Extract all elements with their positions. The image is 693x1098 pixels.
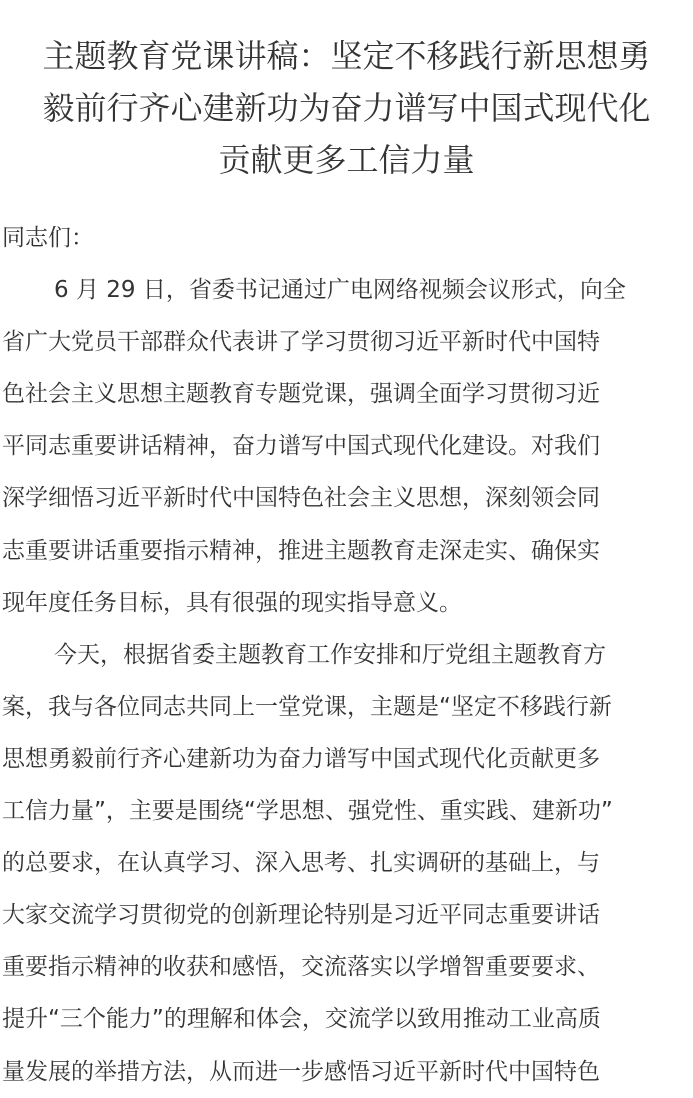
paragraph-line: 6 月 29 日，省委书记通过广电网络视频会议形式，向全 [54,277,626,304]
title-line: 贡献更多工信力量 [218,141,475,179]
paragraph-line: 深学细悟习近平新时代中国特色社会主义思想，深刻领会同 [2,485,600,512]
paragraph-line: 思想勇毅前行齐心建新功为奋力谱写中国式现代化贡献更多 [2,745,600,772]
paragraph-2 [2,629,693,1098]
paragraph-line: 工信力量”，主要是围绕“学思想、强党性、重实践、建新功” [2,798,613,825]
document-body [2,212,693,1098]
title-line: 主题教育党课讲稿：坚定不移践行新思想勇 [42,37,651,75]
paragraph-line: 重要指示精神的收获和感悟，交流落实以学增智重要要求、 [2,954,600,981]
title-line: 毅前行齐心建新功为奋力谱写中国式现代化 [42,89,651,127]
paragraph-line: 大家交流学习贯彻党的创新理论特别是习近平同志重要讲话 [2,902,600,929]
paragraph-line: 平同志重要讲话精神，奋力谱写中国式现代化建设。对我们 [2,433,600,460]
paragraph-line: 提升“三个能力”的理解和体会，交流学以致用推动工业高质 [2,1006,601,1033]
paragraph-line: 案，我与各位同志共同上一堂党课，主题是“坚定不移践行新 [2,693,612,720]
paragraph-line: 色社会主义思想主题教育专题党课，强调全面学习贯彻习近 [2,381,600,408]
paragraph-line: 量发展的举措方法，从而进一步感悟习近平新时代中国特色 [2,1058,600,1085]
paragraph-line: 今天，根据省委主题教育工作安排和厅党组主题教育方 [54,641,606,668]
document-title [0,30,693,186]
paragraph-line: 志重要讲话重要指示精神，推进主题教育走深走实、确保实 [2,537,600,564]
salutation: 同志们： [2,225,94,251]
paragraph-1 [2,264,693,629]
paragraph-line: 省广大党员干部群众代表讲了学习贯彻习近平新时代中国特 [2,329,600,356]
paragraph-line: 现年度任务目标，具有很强的现实指导意义。 [2,589,462,616]
paragraph-line: 的总要求，在认真学习、深入思考、扎实调研的基础上，与 [2,850,600,877]
